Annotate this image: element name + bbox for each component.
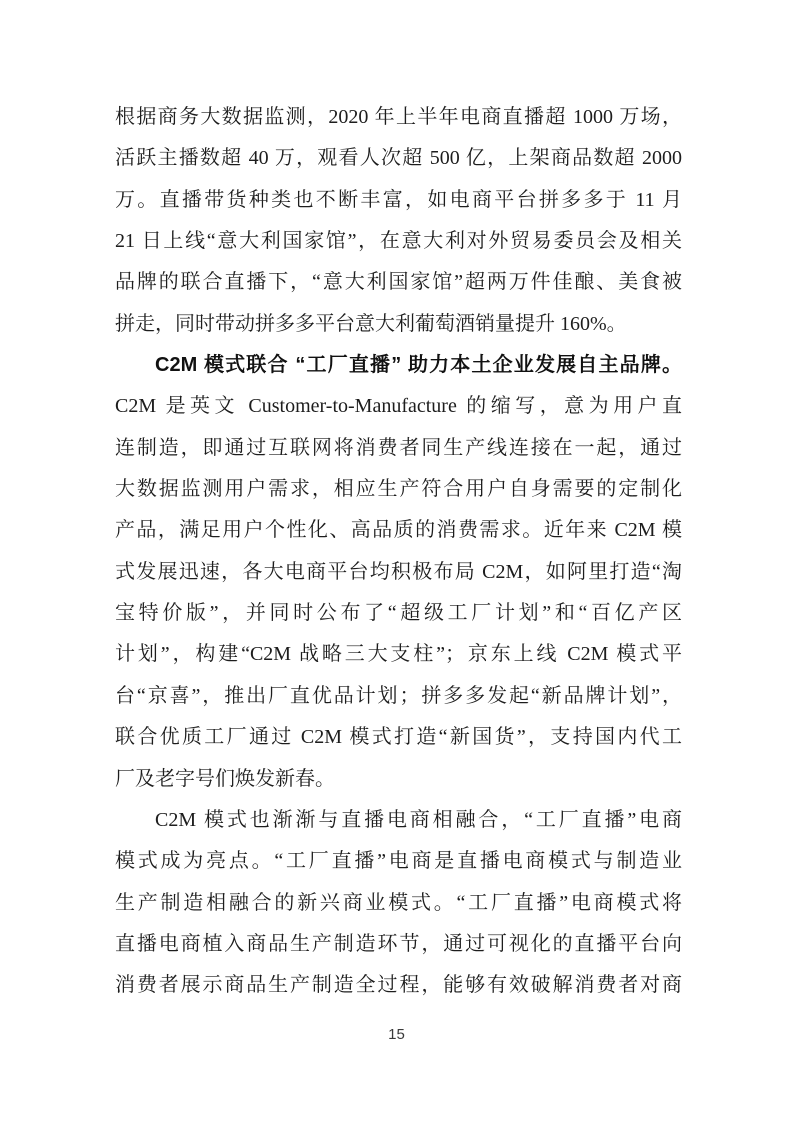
text-line: 品牌的联合直播下，“意大利国家馆”超两万件佳酿、美食被 xyxy=(115,271,682,294)
text-line: 活跃主播数超 40 万，观看人次超 500 亿，上架商品数超 2000 xyxy=(115,147,682,170)
text-line: 台“京喜”，推出厂直优品计划；拼多多发起“新品牌计划”， xyxy=(115,684,682,707)
text-line: 连制造，即通过互联网将消费者同生产线连接在一起，通过 xyxy=(115,436,682,459)
text-line: 生产制造相融合的新兴商业模式。“工厂直播”电商模式将 xyxy=(115,891,682,914)
section-heading: C2M 模式联合 “工厂直播” 助力本土企业发展自主品牌。 xyxy=(155,354,682,377)
text-block xyxy=(115,97,682,1007)
text-line: 计划”，构建“C2M 战略三大支柱”；京东上线 C2M 模式平 xyxy=(115,643,682,666)
text-line: 厂及老字号们焕发新春。 xyxy=(115,767,335,790)
text-line: 联合优质工厂通过 C2M 模式打造“新国货”，支持国内代工 xyxy=(115,726,682,749)
text-line: 大数据监测用户需求，相应生产符合用户自身需要的定制化 xyxy=(115,478,682,501)
text-line: C2M 是英文 Customer-to-Manufacture 的缩写，意为用户直 xyxy=(115,395,682,418)
text-line: C2M 模式也渐渐与直播电商相融合，“工厂直播”电商 xyxy=(155,808,682,831)
text-line: 产品，满足用户个性化、高品质的消费需求。近年来 C2M 模 xyxy=(115,519,682,542)
text-line: 消费者展示商品生产制造全过程，能够有效破解消费者对商 xyxy=(115,974,682,997)
text-line: 模式成为亮点。“工厂直播”电商是直播电商模式与制造业 xyxy=(115,850,682,873)
text-line: 根据商务大数据监测，2020 年上半年电商直播超 1000 万场， xyxy=(115,106,682,128)
text-line: 拼走，同时带动拼多多平台意大利葡萄酒销量提升 160%。 xyxy=(115,312,627,335)
text-line: 直播电商植入商品生产制造环节，通过可视化的直播平台向 xyxy=(115,932,682,955)
text-line: 21 日上线“意大利国家馆”，在意大利对外贸易委员会及相关 xyxy=(115,230,682,253)
text-line: 万。直播带货种类也不断丰富，如电商平台拼多多于 11 月 xyxy=(115,188,682,211)
text-line: 式发展迅速，各大电商平台均积极布局 C2M，如阿里打造“淘 xyxy=(115,560,682,583)
page-number: 15 xyxy=(388,1026,405,1043)
text-line: 宝特价版”，并同时公布了“超级工厂计划”和“百亿产区 xyxy=(115,602,682,625)
